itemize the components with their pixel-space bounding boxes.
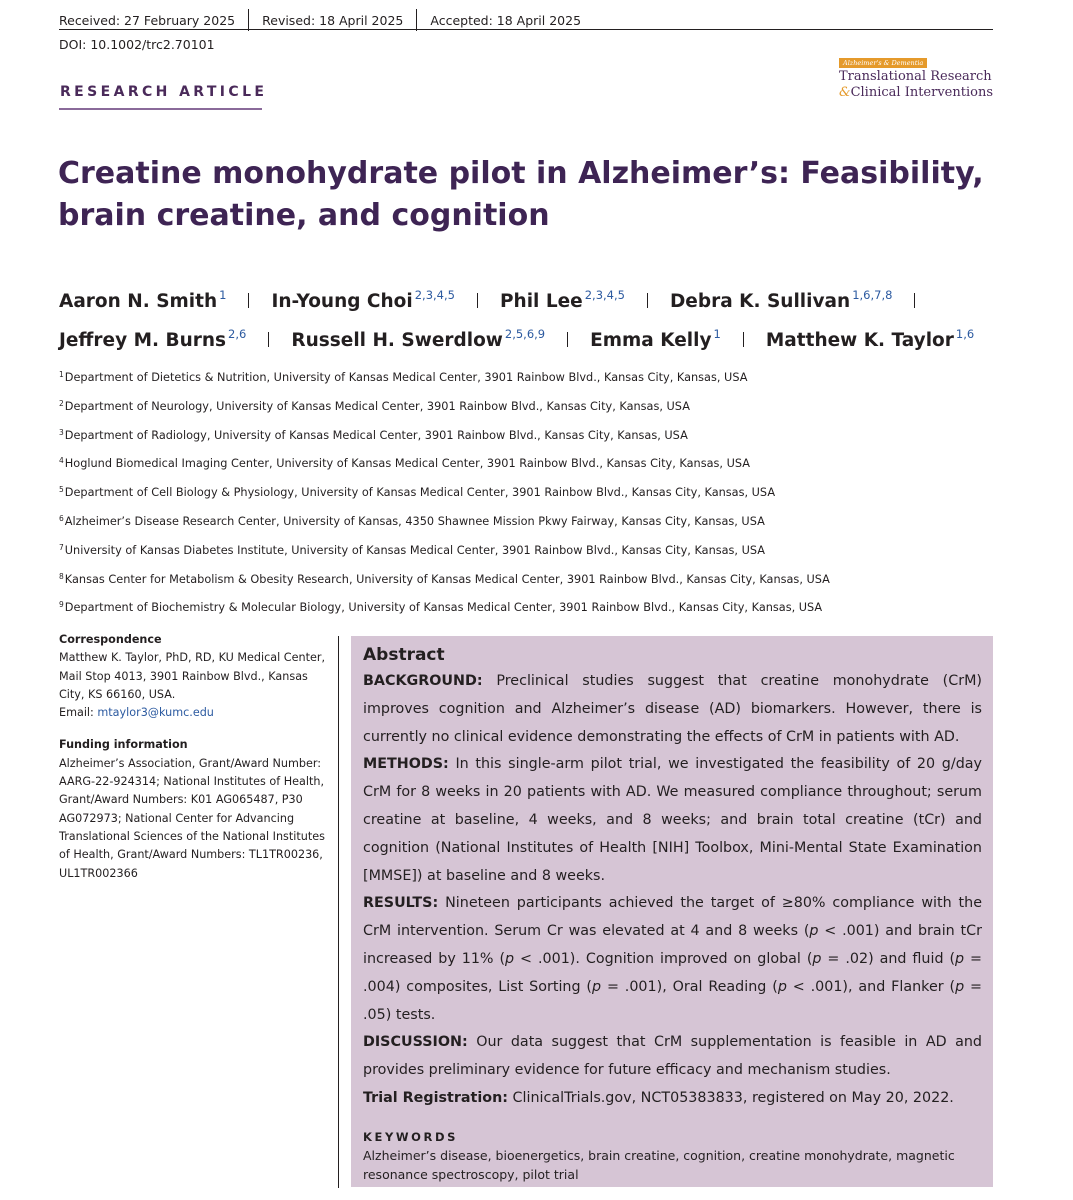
email-link[interactable]: mtaylor3@kumc.edu <box>97 706 214 720</box>
journal-name-line2-text: Clinical Interventions <box>850 85 993 100</box>
author[interactable] <box>59 279 226 318</box>
affiliation <box>59 362 1019 391</box>
section-text: < .001), and Flanker ( <box>786 978 956 995</box>
funding-heading: Funding information <box>59 738 188 752</box>
affiliation-ref[interactable]: 1 <box>713 327 721 341</box>
section-text: ClinicalTrials.gov, NCT05383833, registered on May 20, 2022. <box>512 1089 954 1106</box>
author-name: Matthew K. Taylor <box>765 330 954 351</box>
affiliation-ref[interactable]: 2,6 <box>228 327 247 341</box>
section-label: METHODS: <box>363 756 449 773</box>
correspondence-text: Matthew K. Taylor, PhD, RD, KU Medical Center, Mail Stop 4013, 3901 Rainbow Blvd., Kansas City, KS 66160, USA. <box>59 651 326 701</box>
affiliation-number: 1 <box>59 370 64 379</box>
author-name: Jeffrey M. Burns <box>59 330 227 351</box>
section-label: BACKGROUND: <box>363 673 483 689</box>
author-name: In-Young Choi <box>271 291 413 312</box>
abstract-results <box>363 890 982 1029</box>
email-label: Email: <box>59 706 98 720</box>
affiliation-ref[interactable]: 2,3,4,5 <box>414 288 455 302</box>
affiliation <box>59 592 1019 621</box>
section-text: In this single-arm pilot trial, we investigated the feasibility of 20 g/day CrM for 8 weeks in 20 patients with AD. We measured compliance throughout; serum creatine at baseline, 4 weeks, and 8 weeks; and brain total creatine (tCr) and cognition (National Institutes of Health [NIH] Toolbox, Mini-Mental State Examination [MMSE]) at baseline and 8 weeks. <box>363 756 982 884</box>
affiliation-number: 5 <box>59 485 64 495</box>
affiliation-ref[interactable]: 1 <box>219 288 227 302</box>
article-dates <box>59 9 581 31</box>
p-symbol: p <box>505 950 515 967</box>
section-label: DISCUSSION: <box>363 1034 468 1051</box>
article-type: RESEARCH ARTICLE <box>60 84 268 100</box>
side-info-column <box>59 631 329 883</box>
author-name: Emma Kelly <box>590 330 712 351</box>
spacer <box>59 722 329 736</box>
affiliation-number: 2 <box>59 398 64 408</box>
section-text: = .004) composites, List Sorting ( <box>363 950 983 995</box>
section-text: = .05) tests. <box>363 978 982 1023</box>
p-symbol: p <box>809 923 819 940</box>
article-title: Creatine monohydrate pilot in Alzheimer’s: Feasibility, brain creatine, and cognition <box>58 156 984 233</box>
section-text: < .001) and brain tCr increased by 11% ( <box>363 923 982 967</box>
abstract-background <box>363 668 982 751</box>
journal-ampersand: & <box>839 85 851 100</box>
section-label: RESULTS: <box>363 895 439 912</box>
divider <box>567 332 568 347</box>
article-type-underline <box>59 108 262 110</box>
affiliation-number: 3 <box>59 427 64 437</box>
author-name: Aaron N. Smith <box>59 291 218 312</box>
doi[interactable]: DOI: 10.1002/trc2.70101 <box>59 37 215 52</box>
author-name: Russell H. Swerdlow <box>291 330 503 351</box>
affiliation <box>59 391 1019 420</box>
affiliation <box>59 564 1019 593</box>
section-text: Our data suggest that CrM supplementation is feasible in AD and provides preliminary evidence for future efficacy and mechanism studies. <box>363 1034 983 1079</box>
author[interactable] <box>59 318 246 357</box>
divider <box>268 332 269 347</box>
affiliation-number: 4 <box>59 456 64 466</box>
section-text: Nineteen participants achieved the target of ≥80% compliance with the CrM intervention. Serum Cr was elevated at 4 and 8 weeks ( <box>363 895 982 940</box>
affiliation-ref[interactable]: 1,6,7,8 <box>852 288 893 302</box>
affiliation-text: Department of Cell Biology & Physiology, University of Kansas Medical Center, 3901 Rainbow Blvd., Kansas City, Kansas, USA <box>64 486 776 500</box>
affiliation-text: Department of Radiology, University of Kansas Medical Center, 3901 Rainbow Blvd., Kansas City, Kansas, USA <box>64 428 688 442</box>
author[interactable] <box>500 279 625 318</box>
divider <box>743 332 744 347</box>
divider <box>647 293 648 308</box>
affiliation <box>59 477 1019 506</box>
affiliation-number: 8 <box>59 571 64 581</box>
divider <box>416 9 417 31</box>
abstract-methods <box>363 751 982 890</box>
affiliation-ref[interactable]: 1,6 <box>955 327 975 341</box>
abstract-discussion <box>363 1029 982 1085</box>
abstract-title: Abstract <box>363 645 445 665</box>
column-divider <box>338 636 339 1188</box>
affiliation-text: University of Kansas Diabetes Institute, University of Kansas Medical Center, 3901 Rainbow Blvd., Kansas City, Kansas, USA <box>64 543 765 557</box>
divider <box>248 9 249 31</box>
p-symbol: p <box>592 978 602 995</box>
journal-logo <box>839 50 993 101</box>
journal-name-line1: Translational Research <box>839 69 992 84</box>
affiliation <box>59 420 1019 449</box>
affiliation-text: Department of Neurology, University of Kansas Medical Center, 3901 Rainbow Blvd., Kansas City, Kansas, USA <box>64 399 690 413</box>
correspondence-heading: Correspondence <box>59 633 162 646</box>
keywords-heading: KEYWORDS <box>363 1129 459 1144</box>
p-symbol: p <box>955 978 965 995</box>
affiliation <box>59 506 1019 535</box>
author[interactable] <box>590 318 721 357</box>
p-symbol: p <box>777 978 787 995</box>
affiliation-text: Hoglund Biomedical Imaging Center, University of Kansas Medical Center, 3901 Rainbow Blvd., Kansas City, Kansas, USA <box>64 457 750 471</box>
affiliation-text: Kansas Center for Metabolism & Obesity Research, University of Kansas Medical Center, 3901 Rainbow Blvd., Kansas City, Kansas, USA <box>64 572 830 586</box>
affiliation-list <box>59 362 1019 621</box>
divider <box>248 293 249 308</box>
affiliation-number: 9 <box>59 600 64 610</box>
section-text: < .001). Cognition improved on global ( <box>514 950 813 967</box>
journal-badge: Alzheimer's & Dementia <box>839 58 927 68</box>
correspondence-email <box>59 704 329 722</box>
affiliation-ref[interactable]: 2,3,4,5 <box>584 288 625 302</box>
journal-name-line2 <box>839 85 993 101</box>
section-label: Trial Registration: <box>363 1089 508 1106</box>
affiliation <box>59 535 1019 564</box>
affiliation-ref[interactable]: 2,5,6,9 <box>504 327 546 341</box>
abstract-trial-registration <box>363 1085 982 1113</box>
affiliation-text: Department of Biochemistry & Molecular Biology, University of Kansas Medical Center, 3901 Rainbow Blvd., Kansas City, Kansas, USA <box>64 601 823 615</box>
author-name: Phil Lee <box>499 291 583 312</box>
revised-date: Revised: 18 April 2025 <box>262 12 404 28</box>
p-symbol: p <box>955 950 965 967</box>
keywords-text: Alzheimer’s disease, bioenergetics, brain creatine, cognition, creatine monohydrate, magnetic resonance spectroscopy, pilot trial <box>363 1147 955 1182</box>
affiliation-text: Department of Dietetics & Nutrition, University of Kansas Medical Center, 3901 Rainbow Blvd., Kansas City, Kansas, USA <box>64 371 748 384</box>
affiliation-text: Alzheimer’s Disease Research Center, University of Kansas, 4350 Shawnee Mission Pkwy Fairway, Kansas City, Kansas, USA <box>64 514 765 528</box>
author[interactable] <box>291 318 545 357</box>
header-rule <box>59 29 993 30</box>
author-name: Debra K. Sullivan <box>669 291 851 312</box>
section-text: = .001), Oral Reading ( <box>601 978 778 995</box>
author[interactable] <box>766 318 974 357</box>
section-text: = .02) and fluid ( <box>821 950 956 967</box>
divider <box>914 293 915 308</box>
affiliation-number: 6 <box>59 513 64 523</box>
affiliation <box>59 448 1019 477</box>
affiliation-number: 7 <box>59 542 64 552</box>
author-list <box>59 279 1019 357</box>
divider <box>477 293 478 308</box>
accepted-date: Accepted: 18 April 2025 <box>430 12 582 28</box>
author[interactable] <box>670 279 892 318</box>
abstract-box <box>351 636 993 1187</box>
p-symbol: p <box>812 950 822 967</box>
received-date: Received: 27 February 2025 <box>59 12 236 28</box>
funding-text: Alzheimer’s Association, Grant/Award Number: AARG-22-924314; National Institutes of Health, Grant/Award Numbers: K01 AG065487, P30 AG072973; National Center for Advancing Translational Sciences of the National Institutes of Health, Grant/Award Numbers: TL1TR00236, UL1TR002366 <box>59 756 325 880</box>
author[interactable] <box>271 279 454 318</box>
section-text: Preclinical studies suggest that creatine monohydrate (CrM) improves cognition and Alzheimer’s disease (AD) biomarkers. However, there is currently no clinical evidence demonstrating the effects of CrM in patients with AD. <box>363 673 982 745</box>
